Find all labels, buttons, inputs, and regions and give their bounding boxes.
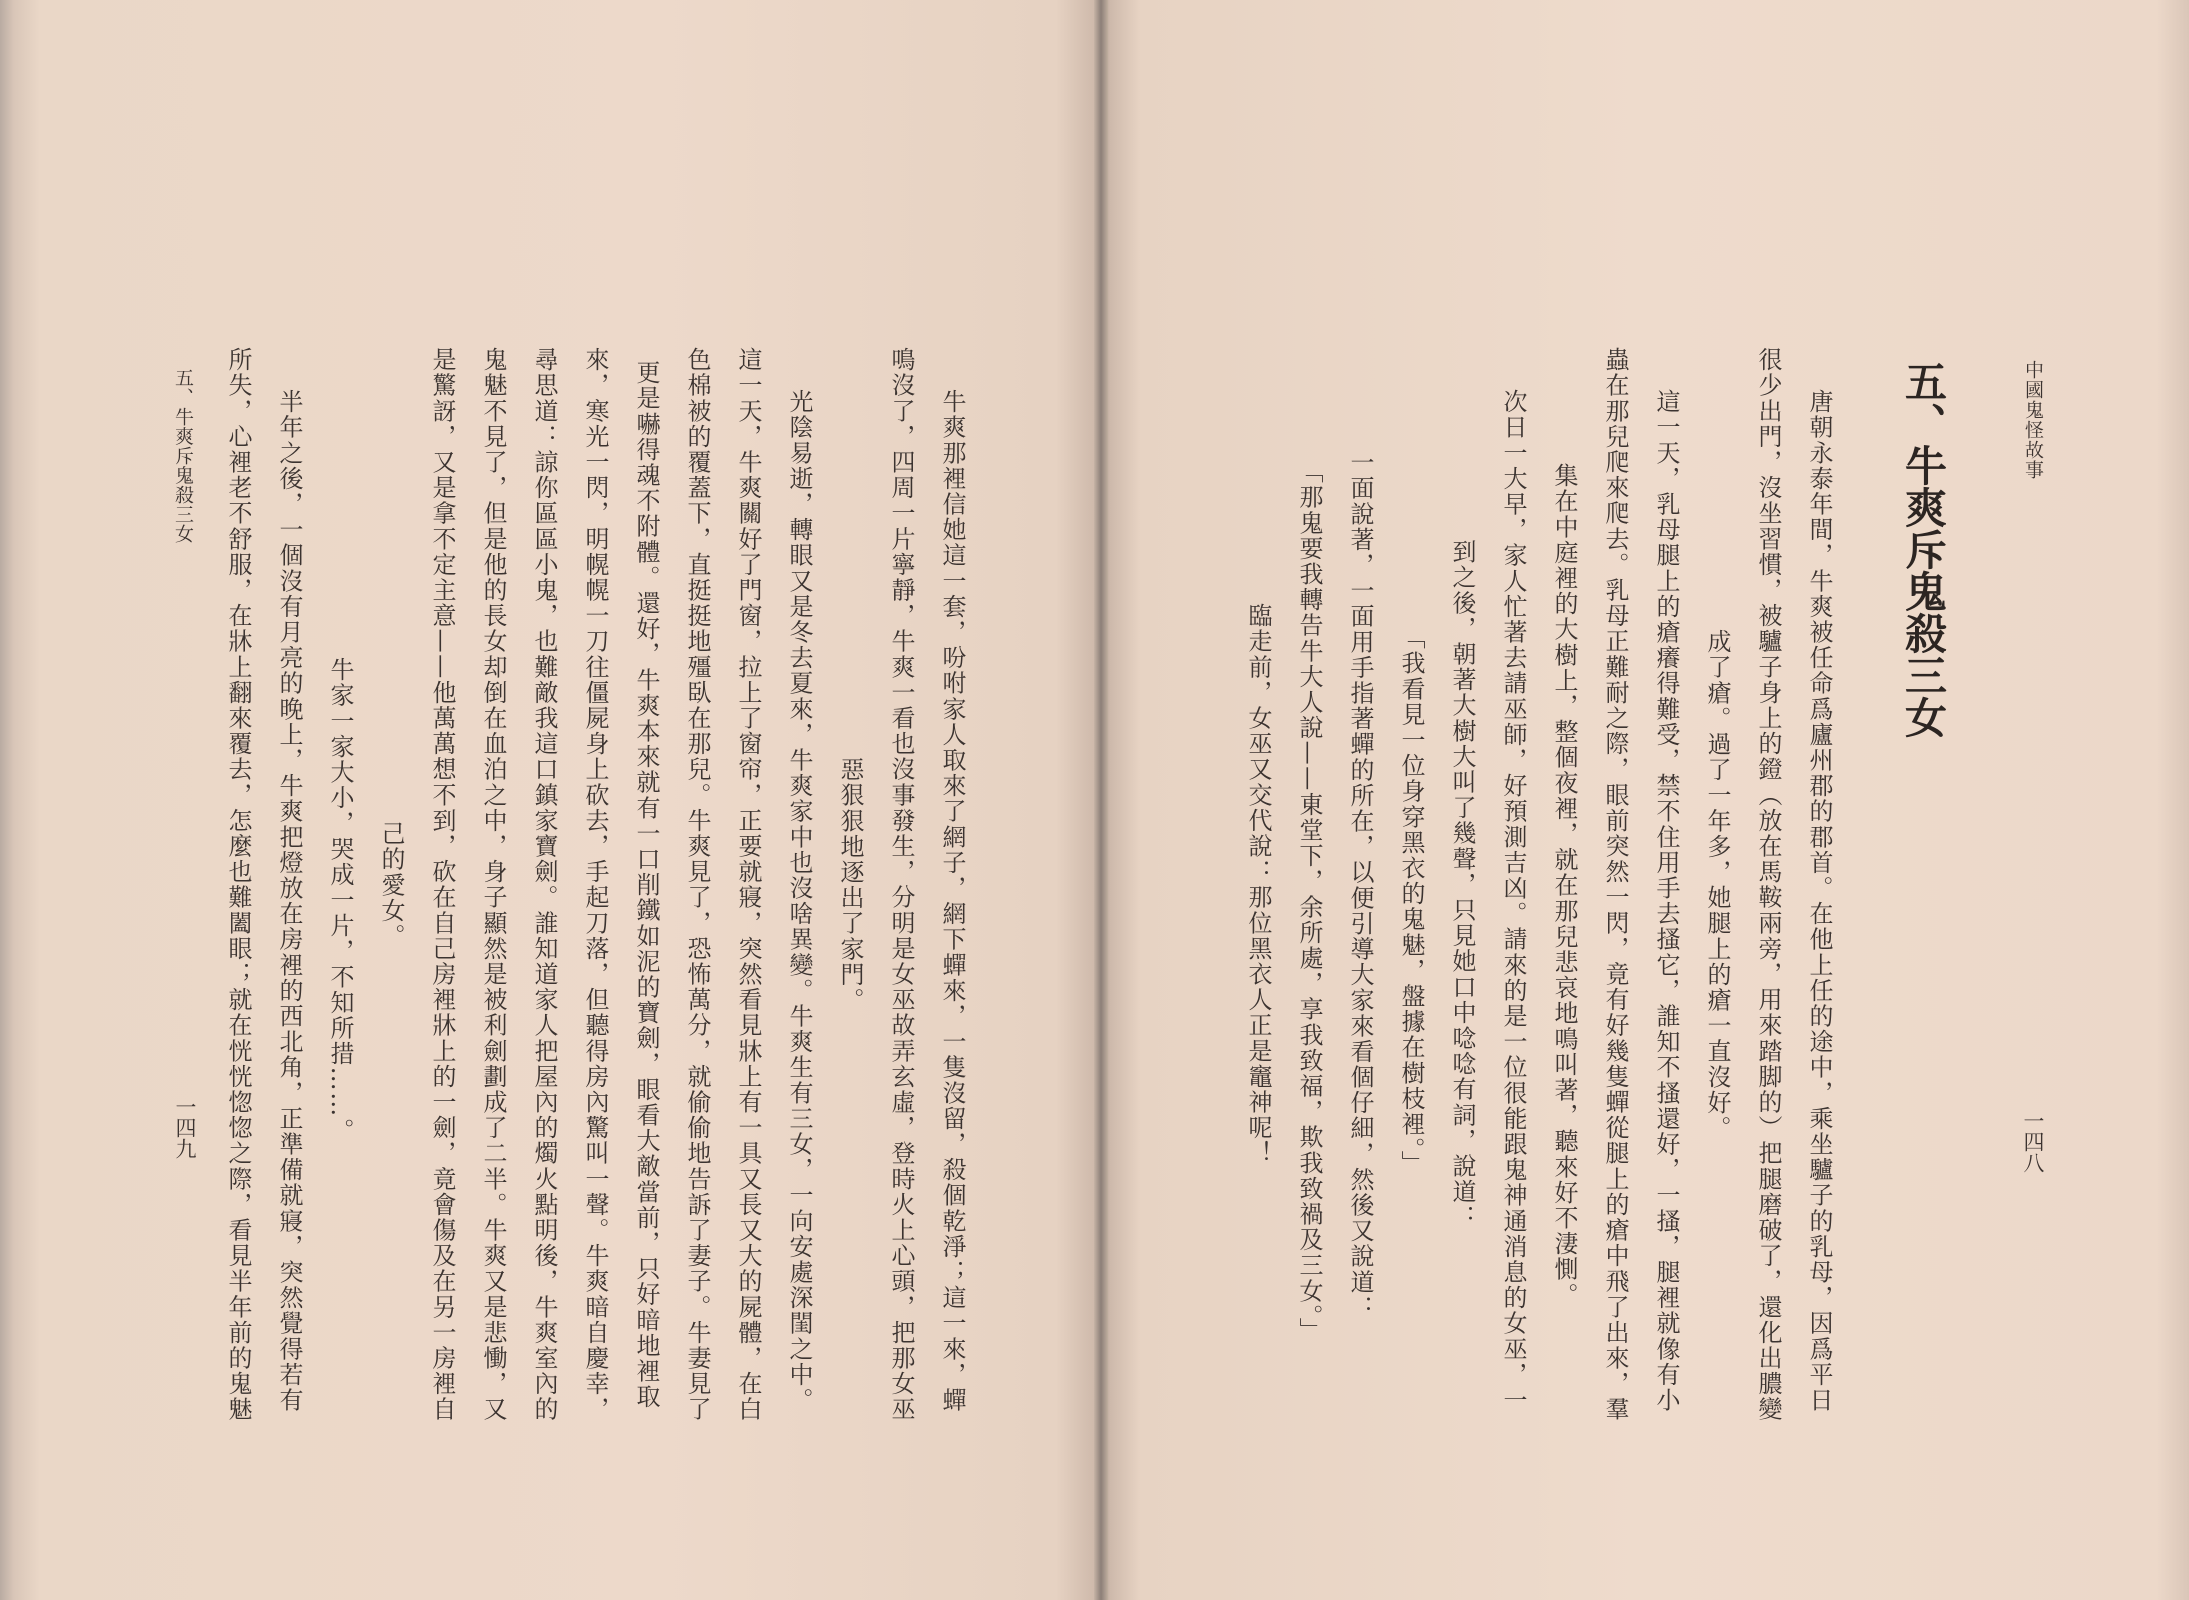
text-column: 「那鬼要我轉告牛大人說——東堂下，余所處，享我致福，欺我致禍及三女。」 <box>1295 458 1323 1343</box>
text-column: 集在中庭裡的大樹上，整個夜裡，就在那兒悲哀地鳴叫著，聽來好不淒惻。 <box>1550 462 1578 1308</box>
text-column: 唐朝永泰年間，牛爽被任命爲廬州郡的郡首。在他上任的途中，乘坐驢子的乳母，因爲平日 <box>1805 388 1833 1413</box>
text-column: 「我看見一位身穿黑衣的鬼魅，盤據在樹枝裡。」 <box>1397 624 1425 1177</box>
text-column: 半年之後，一個沒有月亮的晚上，牛爽把燈放在房裡的西北角，正準備就寢，突然覺得若有 <box>275 388 303 1413</box>
text-column: 這一天，乳母腿上的瘡癢得難受，禁不住用手去搔它，誰知不搔還好，一搔，腿裡就像有小 <box>1652 388 1680 1413</box>
text-column: 成了瘡。過了一年多，她腿上的瘡一直沒好。 <box>1703 629 1731 1141</box>
text-column: 一面說著，一面用手指著蟬的所在，以便引導大家來看個仔細，然後又說道： <box>1346 449 1374 1321</box>
text-column: 這一天，牛爽關好了門窗，拉上了窗帘，正要就寢，突然看見牀上有一具又長又大的屍體，在白 <box>734 347 762 1423</box>
text-column: 己的愛女。 <box>377 821 405 949</box>
text-column: 色棉被的覆蓋下，直挺挺地殭臥在那兒。牛爽見了，恐怖萬分，就偷偷地告訴了妻子。牛妻見了 <box>683 347 711 1423</box>
text-column: 牛爽那裡信她這一套，吩咐家人取來了網子，網下蟬來，一隻沒留，殺個乾淨；這一來，蟬 <box>938 388 966 1413</box>
running-footer: 五、牛爽斥鬼殺三女 <box>172 368 194 544</box>
chapter-title: 五、牛爽斥鬼殺三女 <box>1899 360 1948 738</box>
text-column: 蟲在那兒爬來爬去。乳母正難耐之際，眼前突然一閃，竟有好幾隻蟬從腿上的瘡中飛了出來，羣 <box>1601 347 1629 1423</box>
running-header: 中國鬼怪故事 <box>2022 360 2044 480</box>
text-column: 所失，心裡老不舒服，在牀上翻來覆去，怎麼也難闔眼；就在恍恍惚惚之際，看見半年前的鬼魅 <box>224 347 252 1423</box>
text-column: 鳴沒了，四周一片寧靜，牛爽一看也沒事發生，分明是女巫故弄玄虛，登時火上心頭，把那女巫 <box>887 347 915 1423</box>
text-column: 惡狠狠地逐出了家門。 <box>836 757 864 1013</box>
text-column: 鬼魅不見了，但是他的長女却倒在血泊之中，身子顯然是被利劍劃成了二半。牛爽又是悲慟，又 <box>479 347 507 1423</box>
text-column: 更是嚇得魂不附體。還好，牛爽本來就有一口削鐵如泥的寶劍，眼看大敵當前，只好暗地裡取 <box>632 360 660 1410</box>
right-page-text <box>1232 335 1844 1435</box>
page-number-left: 一四九 <box>173 1096 197 1159</box>
page-number-right: 一四八 <box>2021 1110 2045 1173</box>
book-spine <box>1094 0 1108 1600</box>
text-column: 光陰易逝，轉眼又是冬去夏來，牛爽家中也沒啥異變。牛爽生有三女，一向安處深閨之中。 <box>785 388 813 1413</box>
text-column: 尋思道：諒你區區小鬼，也難敵我這口鎮家寶劍。誰知道家人把屋內的燭火點明後，牛爽室內的 <box>530 347 558 1423</box>
text-column: 到之後，朝著大樹大叫了幾聲，只見她口中唸唸有詞，說道： <box>1448 539 1476 1231</box>
text-column: 來，寒光一閃，明幌幌一刀往僵屍身上砍去，手起刀落，但聽得房內驚叫一聲。牛爽暗自慶幸， <box>581 347 609 1423</box>
text-column: 是驚訝，又是拿不定主意——他萬萬想不到，砍在自己房裡牀上的一劍，竟會傷及在另一房裡自 <box>428 347 456 1423</box>
text-column: 牛家一家大小，哭成一片，不知所措……。 <box>326 657 354 1144</box>
left-page-text <box>212 335 977 1435</box>
text-column: 次日一大早，家人忙著去請巫師，好預測吉凶。請來的是一位很能跟鬼神通消息的女巫，一 <box>1499 388 1527 1413</box>
text-column: 臨走前，女巫又交代說：那位黑衣人正是竈神呢！ <box>1244 603 1272 1167</box>
text-column: 很少出門，沒坐習慣，被驢子身上的鐙（放在馬鞍兩旁，用來踏脚的）把腿磨破了，還化出膿變 <box>1754 347 1782 1423</box>
